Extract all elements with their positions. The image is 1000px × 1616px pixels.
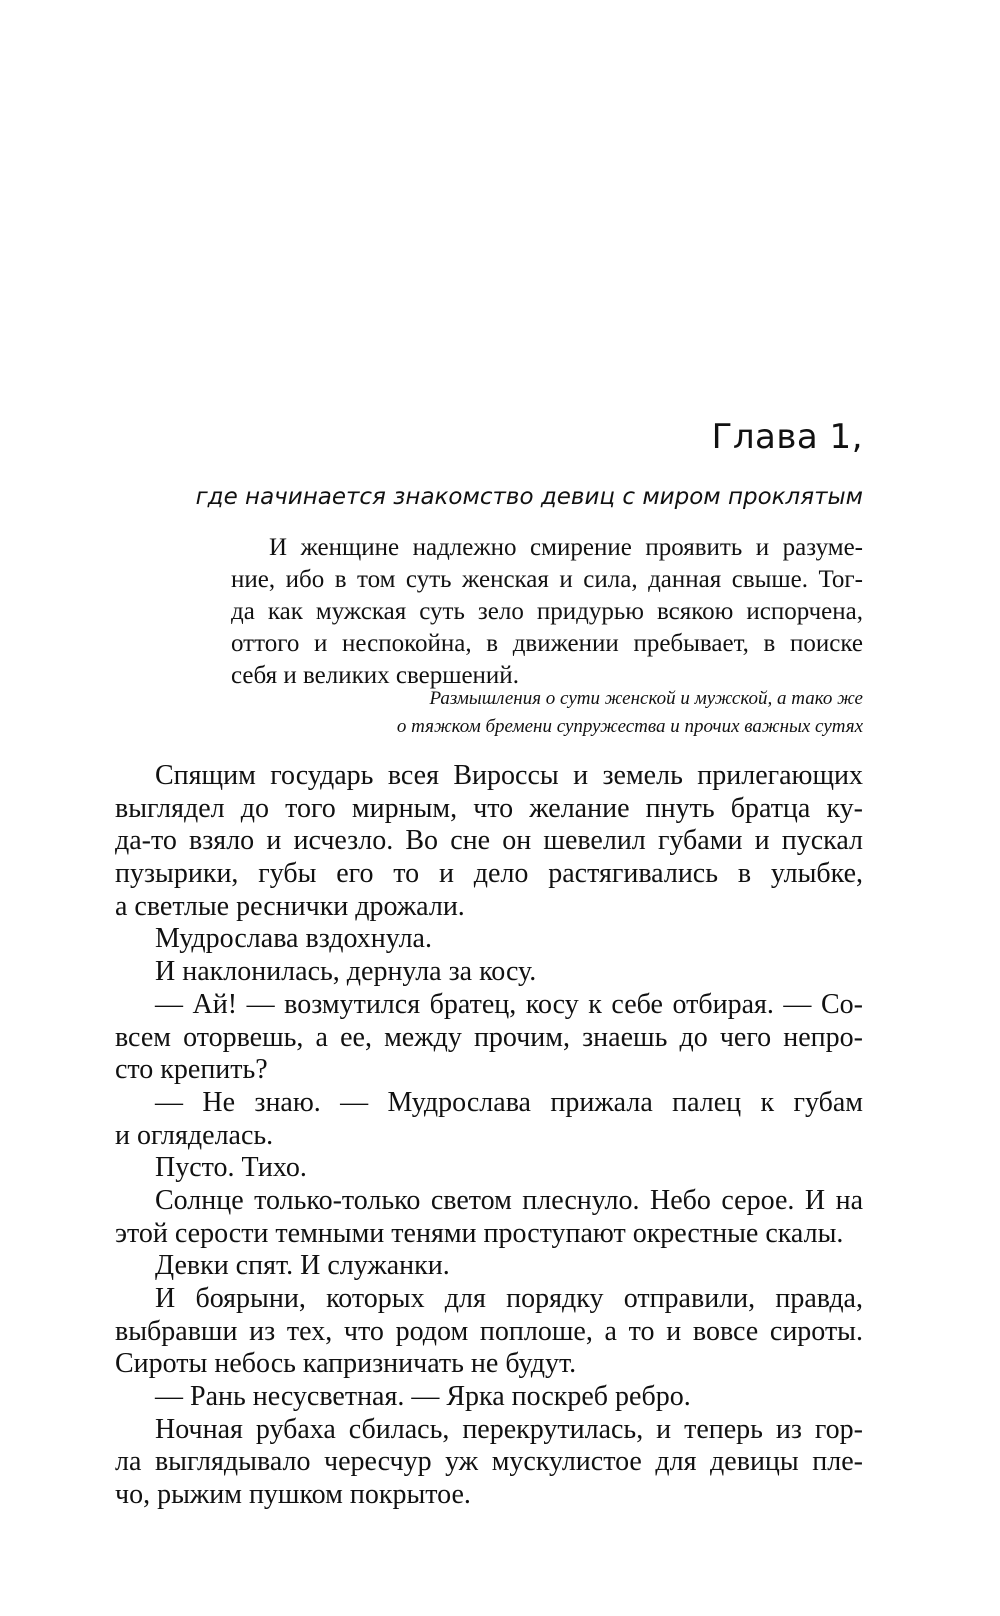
body-line: Спящим государь всея Виpoссы и земель прилегающих <box>155 760 863 791</box>
body-line: Сироты небось капризничать не будут. <box>115 1348 577 1380</box>
body-line: — Не знаю. — Мудрослава прижала палец к губам <box>155 1086 863 1118</box>
epigraph-source-line: о тяжком бремени супружества и прочих важных сутях <box>396 716 863 737</box>
body-line: Мудрослава вздохнула. <box>155 923 432 955</box>
body-line: ла выглядывало чересчур уж мускулистое для девицы пле- <box>115 1446 863 1478</box>
body-line: сто крепить? <box>115 1054 268 1086</box>
chapter-title: Глава 1, <box>711 417 863 457</box>
body-line: И наклонилась, дернула за косу. <box>155 956 537 988</box>
epigraph-line: оттого и неспокойна, в движении пребывает, в поиске <box>231 630 863 657</box>
epigraph <box>231 532 863 692</box>
body-line: чо, рыжим пушком покрытое. <box>115 1479 471 1511</box>
body-line: а светлые реснички дрожали. <box>115 890 465 922</box>
chapter-subtitle: где начинается знакомство девиц с миром проклятым <box>195 484 863 510</box>
body-line: Пусто. Тихо. <box>155 1152 307 1184</box>
body-line: Ночная рубаха сбилась, перекрутилась, и теперь из гор- <box>155 1413 863 1445</box>
epigraph-source-line: Размышления о сути женской и мужской, а тако же <box>429 688 863 709</box>
body-line: и огляделась. <box>115 1119 274 1151</box>
epigraph-line: да как мужская суть зело придурью всякою испорчена, <box>231 598 863 625</box>
body-line: Девки спят. И служанки. <box>155 1250 450 1282</box>
body-line: И боярыни, которых для порядку отправили, правда, <box>155 1283 863 1314</box>
body-line: этой серости темными тенями проступают окрестные скалы. <box>115 1217 844 1249</box>
epigraph-line: И женщине надлежно смирение проявить и разуме- <box>269 534 863 561</box>
epigraph-source <box>397 685 863 741</box>
body-line: всем оторвешь, а ее, между прочим, знаешь до чего непро- <box>115 1021 863 1053</box>
body-line: да-то взяло и исчезло. Во сне он шевелил губами и пускал <box>115 825 863 857</box>
body-line: выбравши из тех, что родом поплоше, а то и вовсе сироты. <box>115 1315 863 1347</box>
epigraph-line: ние, ибо в том суть женская и сила, данная свыше. Тог- <box>231 566 863 593</box>
body-text <box>115 760 863 1512</box>
epigraph-line: себя и великих свершений. <box>231 662 519 689</box>
body-line: пузырики, губы его то и дело растягивались в улыбке, <box>115 858 863 890</box>
body-line: — Ай! — возмутился братец, косу к себе отбирая. — Со- <box>155 988 863 1020</box>
body-line: — Рань несусветная. — Ярка поскреб ребро. <box>155 1381 691 1413</box>
body-line: Солнце только-только светом плеснуло. Небо серое. И на <box>155 1184 863 1216</box>
body-line: выглядел до того мирным, что желание пнуть братца ку- <box>115 792 863 824</box>
